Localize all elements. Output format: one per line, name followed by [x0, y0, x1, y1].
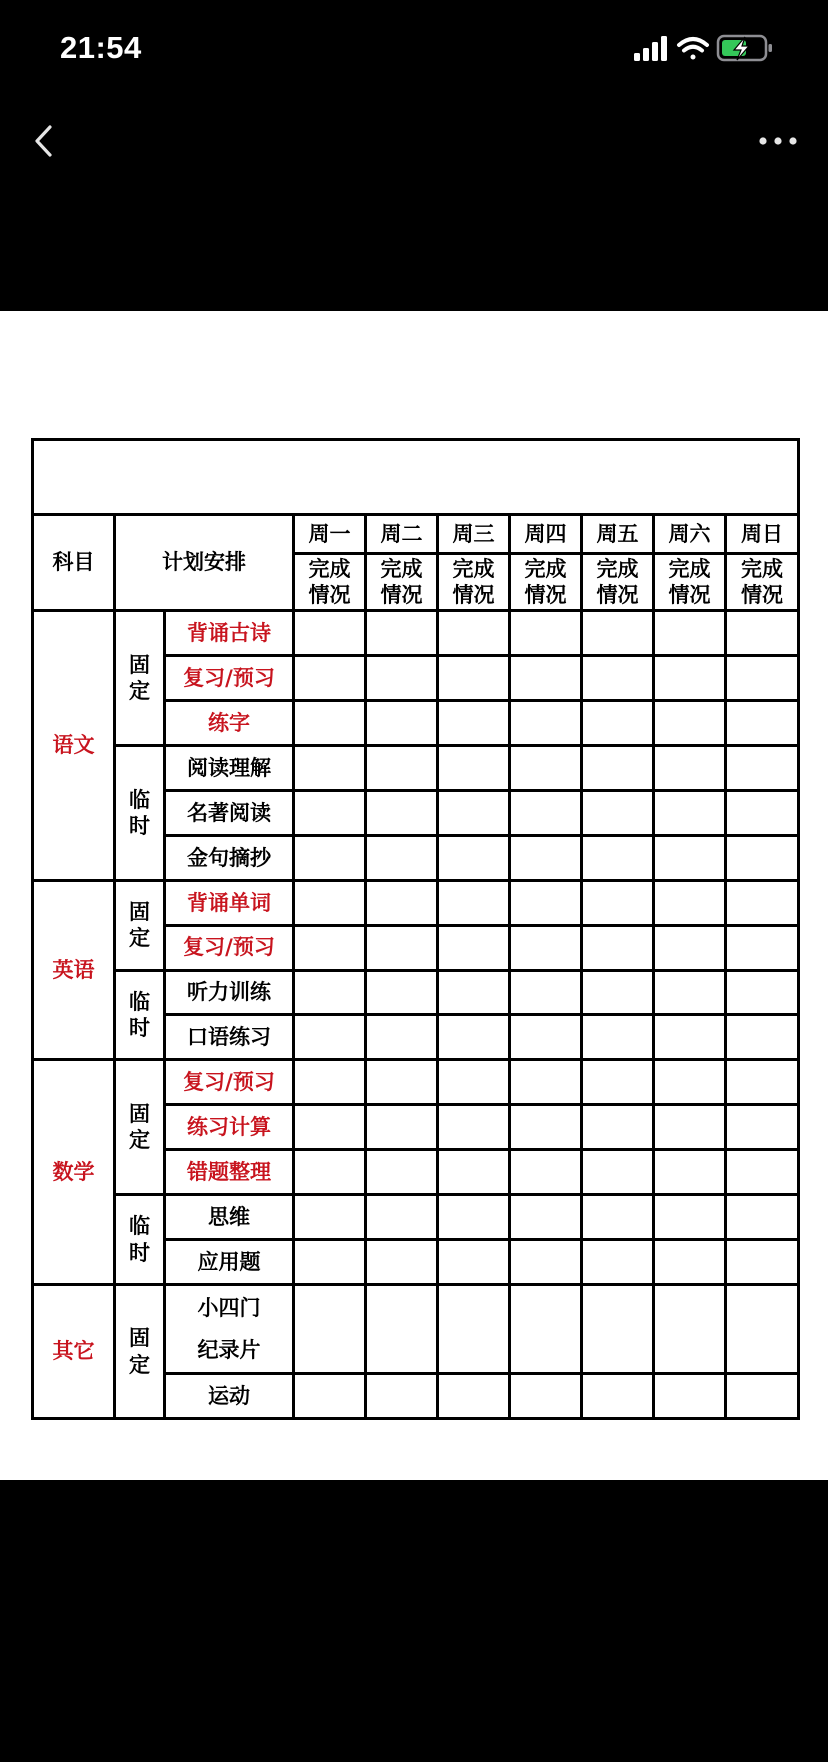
status-cell-sat — [654, 1285, 726, 1374]
plan-item: 背诵古诗 — [165, 611, 294, 656]
status-label-line2: 情况 — [452, 582, 495, 608]
type-char: 临 — [129, 1213, 150, 1239]
status-cell-mon — [294, 1240, 366, 1285]
status-cell-mon — [294, 745, 366, 790]
subject-math: 数学 — [33, 1060, 115, 1285]
status-cell-fri — [582, 790, 654, 835]
status-cell-wed — [438, 1015, 510, 1060]
type-fixed — [115, 1285, 165, 1419]
status-cell-tue — [366, 611, 438, 656]
status-cell-fri — [582, 611, 654, 656]
status-cell-tue — [366, 745, 438, 790]
status-cell-tue — [366, 1015, 438, 1060]
status-cell-sun — [726, 880, 799, 925]
status-cell-sat — [654, 1195, 726, 1240]
status-cell-tue — [366, 790, 438, 835]
type-temporary — [115, 970, 165, 1060]
status-cell-fri — [582, 880, 654, 925]
type-char: 时 — [129, 1239, 150, 1265]
status-cell-wed — [438, 925, 510, 970]
status-cell-sat — [654, 1373, 726, 1418]
status-cell-sat — [654, 655, 726, 700]
table-title — [33, 440, 799, 515]
status-cell-mon — [294, 700, 366, 745]
status-cell-wed — [438, 745, 510, 790]
status-cell-mon — [294, 1105, 366, 1150]
type-char: 临 — [129, 786, 150, 812]
image-viewer[interactable] — [0, 311, 828, 1480]
status-cell-sat — [654, 611, 726, 656]
status-cell-thu — [510, 880, 582, 925]
status-cell-fri — [582, 1195, 654, 1240]
header-day-thu: 周四 — [510, 514, 582, 554]
type-fixed — [115, 1060, 165, 1195]
study-plan-table — [31, 438, 800, 1420]
status-cell-fri — [582, 1373, 654, 1418]
status-cell-sat — [654, 700, 726, 745]
status-cell-sat — [654, 1060, 726, 1105]
type-char: 定 — [129, 677, 150, 703]
status-cell-mon — [294, 970, 366, 1015]
status-cell-fri — [582, 655, 654, 700]
status-cell-mon — [294, 790, 366, 835]
header-status — [294, 554, 366, 611]
status-label-line1: 完成 — [524, 555, 567, 581]
header-subject: 科目 — [33, 514, 115, 611]
status-cell-tue — [366, 700, 438, 745]
status-cell-fri — [582, 835, 654, 880]
status-label-line1: 完成 — [380, 555, 423, 581]
status-cell-mon — [294, 655, 366, 700]
plan-item: 金句摘抄 — [165, 835, 294, 880]
status-label-line2: 情况 — [596, 582, 639, 608]
status-label-line2: 情况 — [308, 582, 351, 608]
status-cell-fri — [582, 1240, 654, 1285]
status-cell-tue — [366, 970, 438, 1015]
status-cell-mon — [294, 611, 366, 656]
plan-item-line: 小四门 — [197, 1295, 261, 1321]
subject-other: 其它 — [33, 1285, 115, 1419]
status-label-line1: 完成 — [452, 555, 495, 581]
status-cell-mon — [294, 835, 366, 880]
status-cell-sun — [726, 745, 799, 790]
status-cell-mon — [294, 925, 366, 970]
plan-item: 听力训练 — [165, 970, 294, 1015]
status-cell-wed — [438, 970, 510, 1015]
status-label-line1: 完成 — [668, 555, 711, 581]
status-cell-thu — [510, 1240, 582, 1285]
status-cell-wed — [438, 1240, 510, 1285]
plan-item-line: 纪录片 — [197, 1337, 261, 1363]
header-status — [582, 554, 654, 611]
status-cell-sun — [726, 1060, 799, 1105]
plan-item: 复习/预习 — [165, 655, 294, 700]
status-cell-sat — [654, 1105, 726, 1150]
status-cell-sun — [726, 655, 799, 700]
status-cell-sat — [654, 790, 726, 835]
status-cell-fri — [582, 1015, 654, 1060]
status-cell-sun — [726, 1195, 799, 1240]
status-cell-tue — [366, 925, 438, 970]
type-char: 固 — [129, 1325, 150, 1351]
type-char: 定 — [129, 1127, 150, 1153]
header-day-wed: 周三 — [438, 514, 510, 554]
plan-item: 错题整理 — [165, 1150, 294, 1195]
status-cell-sun — [726, 1240, 799, 1285]
status-cell-sat — [654, 1015, 726, 1060]
status-cell-sat — [654, 925, 726, 970]
header-day-fri: 周五 — [582, 514, 654, 554]
status-cell-sat — [654, 880, 726, 925]
status-cell-thu — [510, 1060, 582, 1105]
status-label-line2: 情况 — [741, 582, 784, 608]
status-cell-mon — [294, 1150, 366, 1195]
type-temporary — [115, 745, 165, 880]
plan-item: 复习/预习 — [165, 925, 294, 970]
status-cell-tue — [366, 835, 438, 880]
status-cell-thu — [510, 835, 582, 880]
type-char: 定 — [129, 1351, 150, 1377]
plan-item — [165, 1285, 294, 1374]
status-cell-tue — [366, 880, 438, 925]
more-button[interactable] — [756, 126, 800, 156]
status-cell-wed — [438, 700, 510, 745]
status-cell-thu — [510, 745, 582, 790]
status-cell-sun — [726, 790, 799, 835]
status-cell-mon — [294, 1195, 366, 1240]
status-cell-tue — [366, 1060, 438, 1105]
header-day-sat: 周六 — [654, 514, 726, 554]
status-bar — [0, 0, 828, 100]
status-time: 21:54 — [60, 30, 142, 65]
type-fixed — [115, 880, 165, 970]
status-cell-tue — [366, 1285, 438, 1374]
plan-item: 应用题 — [165, 1240, 294, 1285]
status-cell-fri — [582, 1060, 654, 1105]
status-label-line2: 情况 — [668, 582, 711, 608]
subject-chinese: 语文 — [33, 611, 115, 881]
status-cell-sun — [726, 611, 799, 656]
status-cell-tue — [366, 1105, 438, 1150]
chevron-left-icon — [28, 116, 62, 166]
plan-item: 练习计算 — [165, 1105, 294, 1150]
status-cell-sat — [654, 745, 726, 790]
status-cell-wed — [438, 790, 510, 835]
status-cell-thu — [510, 1105, 582, 1150]
status-cell-wed — [438, 1195, 510, 1240]
plan-item: 运动 — [165, 1373, 294, 1418]
status-label-line1: 完成 — [596, 555, 639, 581]
status-cell-thu — [510, 790, 582, 835]
status-cell-wed — [438, 1285, 510, 1374]
status-cell-mon — [294, 1373, 366, 1418]
status-cell-mon — [294, 880, 366, 925]
status-cell-fri — [582, 1105, 654, 1150]
status-label-line2: 情况 — [524, 582, 567, 608]
status-cell-wed — [438, 880, 510, 925]
type-char: 固 — [129, 651, 150, 677]
battery-charging-icon — [718, 36, 772, 60]
status-cell-fri — [582, 1150, 654, 1195]
status-cell-wed — [438, 611, 510, 656]
header-status — [654, 554, 726, 611]
more-horizontal-icon — [756, 126, 800, 156]
plan-item: 练字 — [165, 700, 294, 745]
status-cell-thu — [510, 1015, 582, 1060]
status-cell-thu — [510, 655, 582, 700]
status-cell-sun — [726, 1373, 799, 1418]
status-cell-wed — [438, 1060, 510, 1105]
status-cell-tue — [366, 655, 438, 700]
status-cell-thu — [510, 1373, 582, 1418]
cellular-signal-icon — [634, 36, 667, 61]
status-cell-tue — [366, 1195, 438, 1240]
status-cell-thu — [510, 1150, 582, 1195]
plan-item: 复习/预习 — [165, 1060, 294, 1105]
type-char: 固 — [129, 1101, 150, 1127]
status-cell-thu — [510, 925, 582, 970]
status-cell-thu — [510, 1285, 582, 1374]
status-cell-sat — [654, 970, 726, 1015]
status-cell-tue — [366, 1373, 438, 1418]
status-cell-tue — [366, 1240, 438, 1285]
status-cell-tue — [366, 1150, 438, 1195]
type-char: 固 — [129, 898, 150, 924]
status-label-line2: 情况 — [380, 582, 423, 608]
status-cell-thu — [510, 970, 582, 1015]
plan-item: 思维 — [165, 1195, 294, 1240]
status-cell-fri — [582, 970, 654, 1015]
status-cell-sat — [654, 1240, 726, 1285]
status-cell-fri — [582, 1285, 654, 1374]
status-cell-sun — [726, 1015, 799, 1060]
status-cell-thu — [510, 700, 582, 745]
status-icons — [634, 34, 794, 62]
status-cell-thu — [510, 1195, 582, 1240]
status-cell-sat — [654, 1150, 726, 1195]
status-cell-sun — [726, 925, 799, 970]
header-status — [726, 554, 799, 611]
status-cell-sat — [654, 835, 726, 880]
type-char: 时 — [129, 812, 150, 838]
type-fixed — [115, 611, 165, 746]
status-label-line1: 完成 — [308, 555, 351, 581]
plan-item: 背诵单词 — [165, 880, 294, 925]
header-day-tue: 周二 — [366, 514, 438, 554]
subject-english: 英语 — [33, 880, 115, 1060]
header-status — [438, 554, 510, 611]
status-cell-wed — [438, 1105, 510, 1150]
status-cell-fri — [582, 925, 654, 970]
status-label-line1: 完成 — [741, 555, 784, 581]
status-cell-wed — [438, 835, 510, 880]
status-cell-fri — [582, 700, 654, 745]
header-status — [366, 554, 438, 611]
status-cell-sun — [726, 970, 799, 1015]
status-cell-sun — [726, 1105, 799, 1150]
status-cell-fri — [582, 745, 654, 790]
status-cell-wed — [438, 1373, 510, 1418]
status-cell-sun — [726, 835, 799, 880]
status-cell-wed — [438, 1150, 510, 1195]
type-char: 时 — [129, 1014, 150, 1040]
wifi-icon — [679, 39, 707, 60]
status-cell-mon — [294, 1060, 366, 1105]
plan-item: 名著阅读 — [165, 790, 294, 835]
status-cell-mon — [294, 1285, 366, 1374]
status-cell-sun — [726, 1285, 799, 1374]
plan-item: 口语练习 — [165, 1015, 294, 1060]
header-day-mon: 周一 — [294, 514, 366, 554]
type-char: 定 — [129, 925, 150, 951]
nav-bar — [0, 100, 828, 311]
status-cell-sun — [726, 700, 799, 745]
header-plan: 计划安排 — [115, 514, 294, 611]
header-status — [510, 554, 582, 611]
status-cell-mon — [294, 1015, 366, 1060]
plan-item: 阅读理解 — [165, 745, 294, 790]
status-cell-wed — [438, 655, 510, 700]
status-cell-thu — [510, 611, 582, 656]
back-button[interactable] — [28, 116, 62, 166]
status-cell-sun — [726, 1150, 799, 1195]
type-temporary — [115, 1195, 165, 1285]
header-day-sun: 周日 — [726, 514, 799, 554]
type-char: 临 — [129, 988, 150, 1014]
